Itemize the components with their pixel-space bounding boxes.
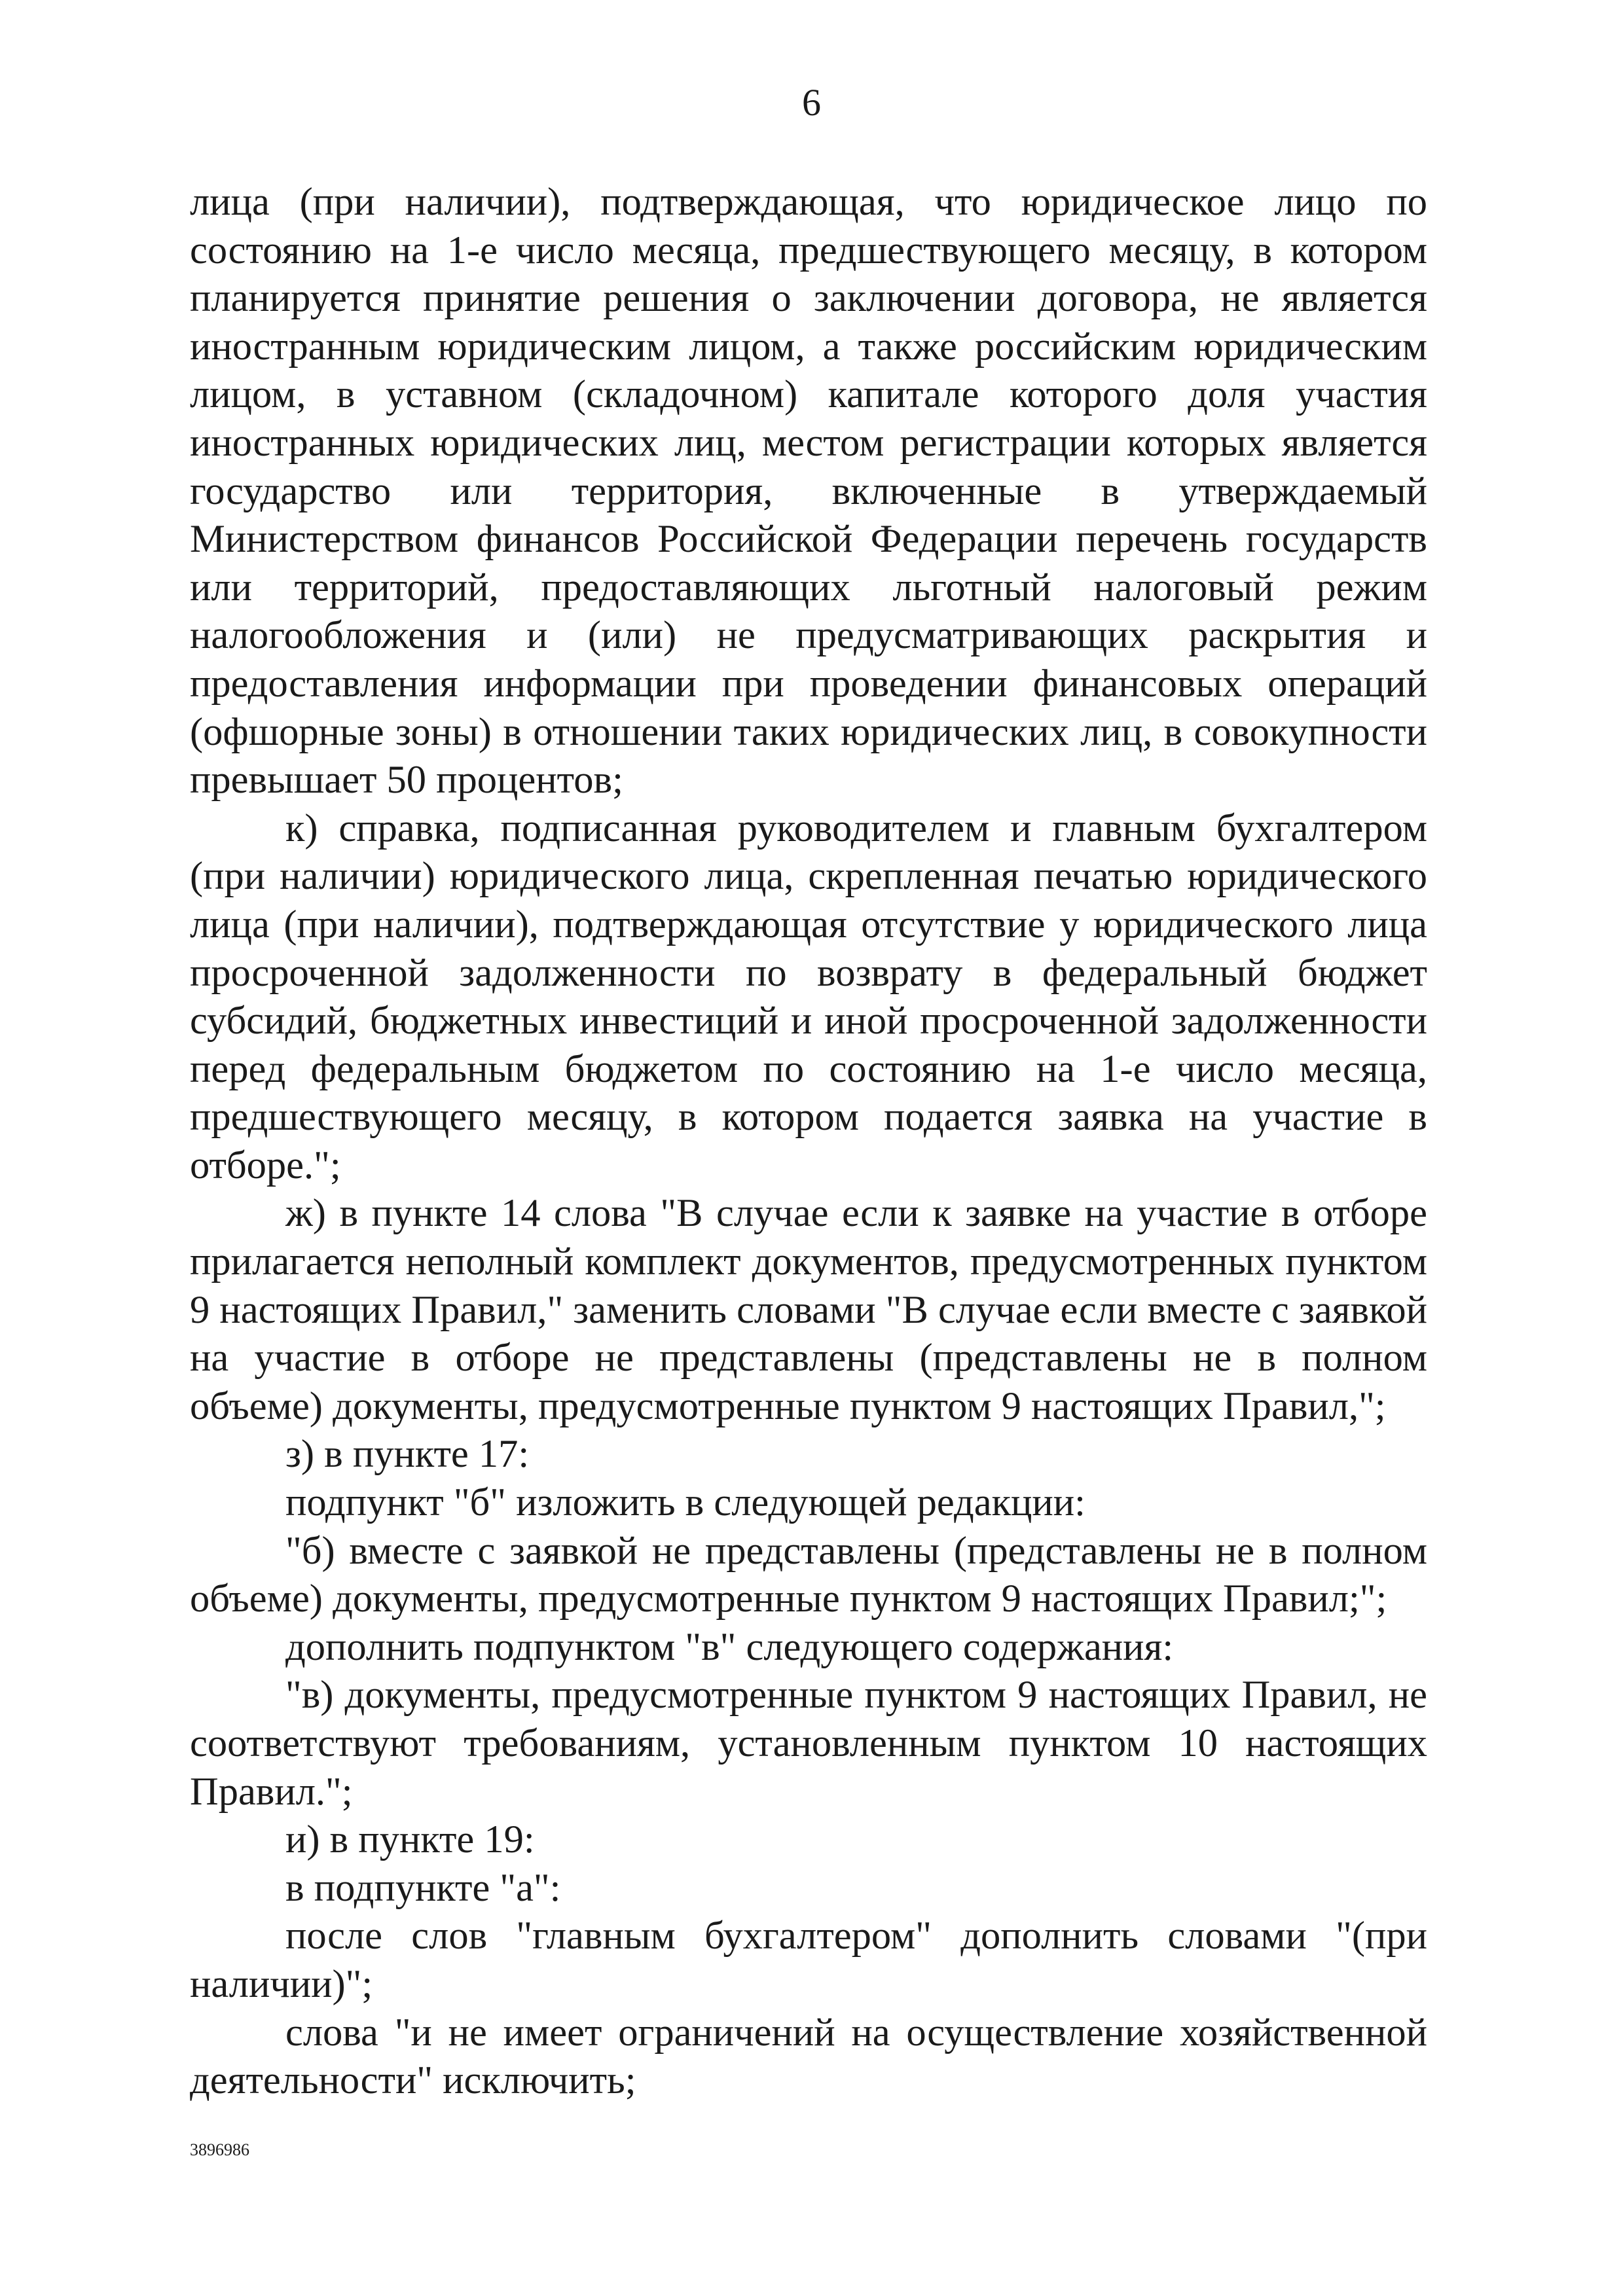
paragraph-subitem-v-text: "в) документы, предусмотренные пунктом 9 настоящих Правил, не соответствуют требованиям, установленным пунктом 10 настоящих Правил."; xyxy=(190,1673,1427,1814)
paragraph-subitem-a: в подпункте "а": xyxy=(285,1865,561,1910)
paragraph-subitem-b-intro: подпункт "б" изложить в следующей редакции: xyxy=(285,1480,1085,1525)
paragraph-subitem-b-text: "б) вместе с заявкой не представлены (представлены не в полном объеме) документы, предусмотренные пунктом 9 настоящих Правил;"; xyxy=(190,1528,1427,1621)
paragraph-item-k: к) справка, подписанная руководителем и главным бухгалтером (при наличии) юридического лица, скрепленная печатью юридического лица (при наличии), подтверждающая отсутствие у юридического лица просроченной задолженности по возврату в федеральный бюджет субсидий, бюджетных инвестиций и иной просроченной задолженности перед федеральным бюджетом по состоянию на 1-е число месяца, предшествующего месяцу, в котором подается заявка на участие в отборе."; xyxy=(190,806,1427,1187)
paragraph-continuation: лица (при наличии), подтверждающая, что юридическое лицо по состоянию на 1-е число месяца, предшествующего месяцу, в котором планируется принятие решения о заключении договора, не является иностранным юридическим лицом, а также российским юридическим лицом, в уставном (складочном) капитале которого доля участия иностранных юридических лиц, местом регистрации которых является государство или территория, включенные в утверждаемый Министерством финансов Российской Федерации перечень государств или территорий, предоставляющих льготный налоговый режим налогообложения и (или) не предусматривающих раскрытия и предоставления информации при проведении финансовых операций (офшорные зоны) в отношении таких юридических лиц, в совокупности превышает 50 процентов; xyxy=(190,180,1427,802)
paragraph-subitem-v-intro: дополнить подпунктом "в" следующего содержания: xyxy=(285,1624,1174,1669)
document-body xyxy=(190,178,1427,2105)
paragraph-item-z: з) в пункте 17: xyxy=(285,1432,530,1477)
paragraph-item-i: и) в пункте 19: xyxy=(285,1818,535,1862)
paragraph-item-zh: ж) в пункте 14 слова "В случае если к заявке на участие в отборе прилагается неполный комплект документов, предусмотренных пунктом 9 настоящих Правил," заменить словами "В случае если вместе с заявкой на участие в отборе не представлены (представлены не в полном объеме) документы, предусмотренные пунктом 9 настоящих Правил,"; xyxy=(190,1191,1427,1428)
page-number: 6 xyxy=(802,81,821,124)
paragraph-after-words: после слов "главным бухгалтером" дополнить словами "(при наличии)"; xyxy=(190,1914,1427,2006)
document-code: 3896986 xyxy=(190,2140,249,2159)
paragraph-words-exclude: слова "и не имеет ограничений на осуществление хозяйственной деятельности" исключить; xyxy=(190,2010,1427,2103)
